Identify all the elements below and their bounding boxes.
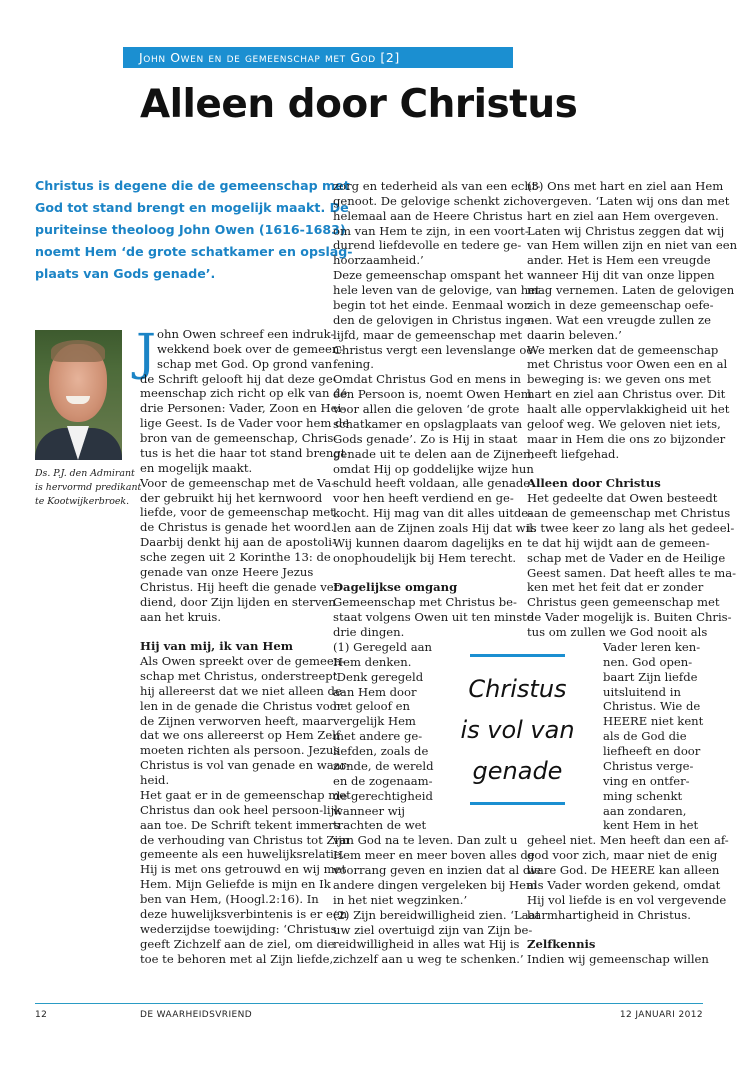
body-text-line: Hem denken. <box>333 654 412 669</box>
body-text-line: nen. God open- <box>603 654 693 669</box>
body-text-line: hij allereerst dat we niet alleen de- <box>140 683 346 698</box>
body-text-line: gemeente als een huwelijksrelatie. <box>140 847 345 862</box>
body-text-line: onophoudelijk bij Hem terecht. <box>333 550 517 565</box>
body-text-line: zich in deze gemeenschap oefe- <box>527 297 714 312</box>
body-text-line: diend, door Zijn lijden en sterven <box>140 594 336 609</box>
body-text-line: begin tot het einde. Eenmaal wor- <box>333 297 534 312</box>
body-text-line: hele leven van de gelovige, van het <box>333 283 540 298</box>
body-text-line: aan het kruis. <box>140 609 222 624</box>
section-kicker: John Owen en de gemeenschap met God [2] <box>123 47 513 68</box>
body-text-line: ming schenkt <box>603 788 683 803</box>
body-text-line: en mogelijk maakt. <box>140 460 253 475</box>
body-text-line: Gods genade’. Zo is Hij in staat <box>333 431 518 446</box>
body-text-line: mag vernemen. Laten de gelovigen <box>527 283 735 298</box>
body-text-line: Christus. Wie de <box>603 699 701 714</box>
body-text-line: genade van onze Heere Jezus <box>140 564 314 579</box>
body-text-line: len in de genade die Christus voor <box>140 698 343 713</box>
body-text-line: Hij is met ons getrouwd en wij met <box>140 862 347 877</box>
body-text-line: haalt alle oppervlakkigheid uit het <box>527 402 730 417</box>
subheading: Hij van mij, ik van Hem <box>140 639 294 654</box>
body-text-line: reidwilligheid in alles wat Hij is <box>333 937 520 952</box>
body-text-line: liefden, zoals de <box>333 744 429 759</box>
pull-quote-rule-bottom <box>470 802 565 805</box>
body-text-line: staat volgens Owen uit ten minste <box>333 610 534 625</box>
body-text-line: van God na te leven. Dan zult u <box>333 833 518 848</box>
body-text-line: drie dingen. <box>333 625 405 640</box>
body-text-line: met andere ge- <box>333 729 423 744</box>
body-text-line: de Christus is genade het woord. <box>140 520 335 535</box>
body-text-line: met Christus voor Owen een en al <box>527 357 728 372</box>
author-caption <box>35 467 142 509</box>
body-text-line: heid. <box>140 773 170 788</box>
body-text-line: Deze gemeenschap omspant het <box>333 268 524 283</box>
body-text-line: aan zondaren, <box>603 803 687 818</box>
body-text-line: moeten richten als persoon. Jezus <box>140 743 340 758</box>
body-text-line: tus om zullen we God nooit als <box>527 625 708 640</box>
body-text-line: wekkend boek over de gemeen- <box>157 341 344 356</box>
body-text-line: hoorzaamheid.’ <box>333 253 424 268</box>
body-text-line: liefheeft en door <box>603 744 701 759</box>
body-text-line: lige Geest. Is de Vader voor hem de <box>140 416 350 431</box>
page-number: 12 <box>35 1010 48 1020</box>
body-text-line: wederzijdse toewijding: ‘Christus <box>140 921 337 936</box>
body-text-line: kent Hem in het <box>603 818 699 833</box>
body-text-line: in het niet wegzinken.’ <box>333 892 468 907</box>
body-text-line: Vader leren ken- <box>603 639 701 654</box>
body-text-line: Het gaat er in de gemeenschap met <box>140 787 351 802</box>
body-text-line: Indien wij gemeenschap willen <box>527 952 709 967</box>
body-text-line: voor allen die geloven ‘de grote <box>333 402 520 417</box>
body-text-line: het geloof en <box>333 699 410 714</box>
body-text-line: vergelijk Hem <box>333 714 416 729</box>
body-text-line: voor hen heeft verdiend en ge- <box>333 491 514 506</box>
caption-line: is hervormd predikant <box>35 482 142 493</box>
body-text-line: schap met de Vader en de Heilige <box>527 550 726 565</box>
subheading: Zelfkennis <box>527 937 596 952</box>
caption-line: Ds. P.J. den Admirant <box>35 468 135 479</box>
body-text-line: (2) Zijn bereidwilligheid zien. ‘Laat <box>333 907 541 922</box>
body-text-line: Christus verge- <box>603 758 694 773</box>
body-text-line: schap met Christus, onderstreept <box>140 669 338 683</box>
body-text-line: bron van de gemeenschap, Chris- <box>140 431 338 446</box>
body-text-line: dat we ons allereerst op Hem Zelf <box>140 728 341 743</box>
body-text-line: (1) Geregeld aan <box>333 639 433 654</box>
body-text-line: wanneer wij <box>333 803 405 818</box>
body-text-line: zichzelf aan u weg te schenken.’ <box>333 952 524 967</box>
body-text-line: drie Personen: Vader, Zoon en Hei- <box>140 401 346 416</box>
body-text-line: de gerechtigheid <box>333 788 433 803</box>
pull-quote-line: is vol van <box>460 716 575 744</box>
body-text-line: Als Owen spreekt over de gemeen- <box>140 654 346 669</box>
body-text-line: Geest samen. Dat heeft alles te ma- <box>527 565 737 580</box>
body-text-line: en de zogenaam- <box>333 773 433 788</box>
body-text-line: overgeven. ‘Laten wij ons dan met <box>527 193 730 208</box>
body-text-line: trachten de wet <box>333 818 427 833</box>
body-text-line: Christus geen gemeenschap met <box>527 595 720 610</box>
pull-quote-rule-top <box>470 654 565 657</box>
body-text-line: helemaal aan de Heere Christus <box>333 208 523 223</box>
body-text-line: We merken dat de gemeenschap <box>527 342 719 357</box>
body-text-line: sche zegen uit 2 Korinthe 13: de <box>140 550 331 565</box>
body-text-line: barmhartigheid in Christus. <box>527 907 691 922</box>
body-text-line: ving en ontfer- <box>603 773 690 788</box>
body-text-line: aan Hem door <box>333 684 417 699</box>
body-text-line: daarin beleven.’ <box>527 327 622 342</box>
body-text-line: uw ziel overtuigd zijn van Zijn be- <box>333 922 533 937</box>
body-text-line: schap met God. Op grond van <box>157 356 333 371</box>
body-text-line: len aan de Zijnen zoals Hij dat wil. <box>333 521 537 535</box>
body-text-line: Laten wij Christus zeggen dat wij <box>527 223 725 238</box>
intro-line: plaats van Gods genade’. <box>35 266 216 281</box>
body-text-line: de Zijnen verworven heeft, maar <box>140 713 333 728</box>
subheading: Dagelijkse omgang <box>333 580 458 595</box>
publication-name: DE WAARHEIDSVRIEND <box>140 1010 253 1020</box>
body-text-line: ‘Denk geregeld <box>333 669 424 684</box>
body-text-line: voorrang geven en inzien dat al die <box>333 863 541 878</box>
body-text-line: lijfd, maar de gemeenschap met <box>333 327 523 342</box>
body-text-line: schuld heeft voldaan, alle genade <box>333 476 531 491</box>
body-text-line: hart en ziel aan Christus over. Dit <box>527 387 726 402</box>
body-text-line: ohn Owen schreef een indruk- <box>157 327 335 341</box>
body-text-line: deze huwelijksverbintenis is er een <box>140 906 348 921</box>
body-text-line: uitsluitend in <box>603 684 681 699</box>
body-text-line: aan toe. De Schrift tekent immers <box>140 817 340 832</box>
body-text-line: liefde, voor de gemeenschap met <box>140 505 335 520</box>
issue-date: 12 JANUARI 2012 <box>619 1010 703 1020</box>
body-text-line: Gemeenschap met Christus be- <box>333 595 517 610</box>
body-text-line: ken met het feit dat er zonder <box>527 580 704 595</box>
intro-line: noemt Hem ‘de grote schatkamer en opslag- <box>35 244 353 259</box>
subheading: Alleen door Christus <box>527 476 661 491</box>
body-text-line: Hij vol liefde is en vol vergevende <box>527 892 727 907</box>
body-text-line: Christus vergt een levenslange oe- <box>333 342 538 357</box>
body-text-line: den de gelovigen in Christus inge- <box>333 312 535 327</box>
body-text-line: als Vader worden gekend, omdat <box>527 877 721 892</box>
body-text-line: durend liefdevolle en tedere ge- <box>333 238 522 253</box>
body-text-line: geloof weg. We geloven niet iets, <box>527 416 721 431</box>
intro-line: puriteinse theoloog John Owen (1616-1683) <box>35 222 346 237</box>
body-text-line: schatkamer en opslagplaats van <box>333 416 523 431</box>
intro-line: Christus is degene die de gemeenschap met <box>35 178 350 193</box>
article-intro <box>35 175 353 285</box>
body-text-line: fening. <box>333 357 374 372</box>
body-text-line: de Schrift gelooft hij dat deze ge- <box>140 371 337 386</box>
body-text-line: is twee keer zo lang als het gedeel- <box>527 521 735 535</box>
body-text-line: kocht. Hij mag van dit alles uitde- <box>333 506 533 521</box>
body-text-line: genade uit te delen aan de Zijnen, <box>333 446 535 461</box>
footer-divider <box>35 1003 703 1004</box>
body-text-line: nen. Wat een vreugde zullen ze <box>527 312 711 327</box>
intro-line: God tot stand brengt en mogelijk maakt. De <box>35 200 349 215</box>
drop-cap: J <box>136 323 157 381</box>
body-text-line: beweging is: we geven ons met <box>527 372 711 387</box>
author-photo <box>35 330 122 460</box>
pull-quote-line: genade <box>472 757 563 785</box>
body-text-line: Christus dan ook heel persoon-lijk <box>140 802 342 817</box>
body-text-line: maar in Hem die ons zo bijzonder <box>527 431 726 446</box>
body-text-line: wanneer Hij dit van onze lippen <box>527 268 715 283</box>
body-text-line: (3) Ons met hart en ziel aan Hem <box>527 179 724 193</box>
body-text-line: Wij kunnen daarom dagelijks en <box>333 535 523 550</box>
body-text-line: om van Hem te zijn, in een voort- <box>333 223 529 238</box>
body-text-line: Daarbij denkt hij aan de apostoli- <box>140 535 336 550</box>
body-text-line: andere dingen vergeleken bij Hem <box>333 877 538 892</box>
body-text-line: meenschap zich richt op elk van de <box>140 386 348 401</box>
body-text-line: omdat Hij op goddelijke wijze hun <box>333 461 534 476</box>
caption-line: te Kootwijkerbroek. <box>35 496 130 507</box>
body-text-line: Christus. Hij heeft die genade ver- <box>140 579 344 594</box>
body-text-line: geheel niet. Men heeft dan een af- <box>527 833 729 848</box>
body-text-line: toe te behoren met al Zijn liefde, <box>140 951 334 966</box>
body-text-line: hart en ziel aan Hem overgeven. <box>527 208 719 223</box>
body-text-line: Hem. Mijn Geliefde is mijn en Ik <box>140 877 331 892</box>
body-text-line: als de God die <box>603 729 687 744</box>
body-text-line: Het gedeelte dat Owen besteedt <box>527 491 718 506</box>
body-text-line: heeft liefgehad. <box>527 446 620 461</box>
body-text-line: ben van Hem, (Hoogl.2:16). In <box>140 892 319 907</box>
body-text-line: ware God. De HEERE kan alleen <box>527 863 720 878</box>
body-text-line: Voor de gemeenschap met de Va- <box>140 475 336 490</box>
body-text-line: der gebruikt hij het kernwoord <box>140 490 323 505</box>
body-text-line: van Hem willen zijn en niet van een <box>527 238 738 253</box>
body-text-line: god voor zich, maar niet de enig <box>527 848 718 863</box>
body-text-line: de verhouding van Christus tot Zijn <box>140 832 350 847</box>
body-text-line: zonde, de wereld <box>333 758 434 773</box>
body-text-line: te dat hij wijdt aan de gemeen- <box>527 535 710 550</box>
body-text-line: HEERE niet kent <box>603 714 704 729</box>
body-text-line: één Persoon is, noemt Owen Hem <box>333 387 532 402</box>
body-text-line: ander. Het is Hem een vreugde <box>527 253 711 268</box>
pull-quote <box>445 669 590 792</box>
body-text-line: Hem meer en meer boven alles de <box>333 848 535 863</box>
article-title: Alleen door Christus <box>140 82 578 127</box>
body-text-line: geeft Zichzelf aan de ziel, om die <box>140 936 335 951</box>
body-text-line: genoot. De gelovige schenkt zich <box>333 193 528 208</box>
body-text-line: de Vader mogelijk is. Buiten Chris- <box>527 610 732 625</box>
body-text-line: Christus is vol van genade en waar- <box>140 758 351 773</box>
body-text-line: Omdat Christus God en mens in <box>333 372 521 387</box>
body-text-line: aan de gemeenschap met Christus <box>527 506 731 521</box>
body-text-line: tus is het die haar tot stand brengt <box>140 445 346 460</box>
pull-quote-line: Christus <box>468 675 567 703</box>
body-text-line: baart Zijn liefde <box>603 669 698 684</box>
body-text-line: zorg en tederheid als van een echt- <box>333 179 541 193</box>
